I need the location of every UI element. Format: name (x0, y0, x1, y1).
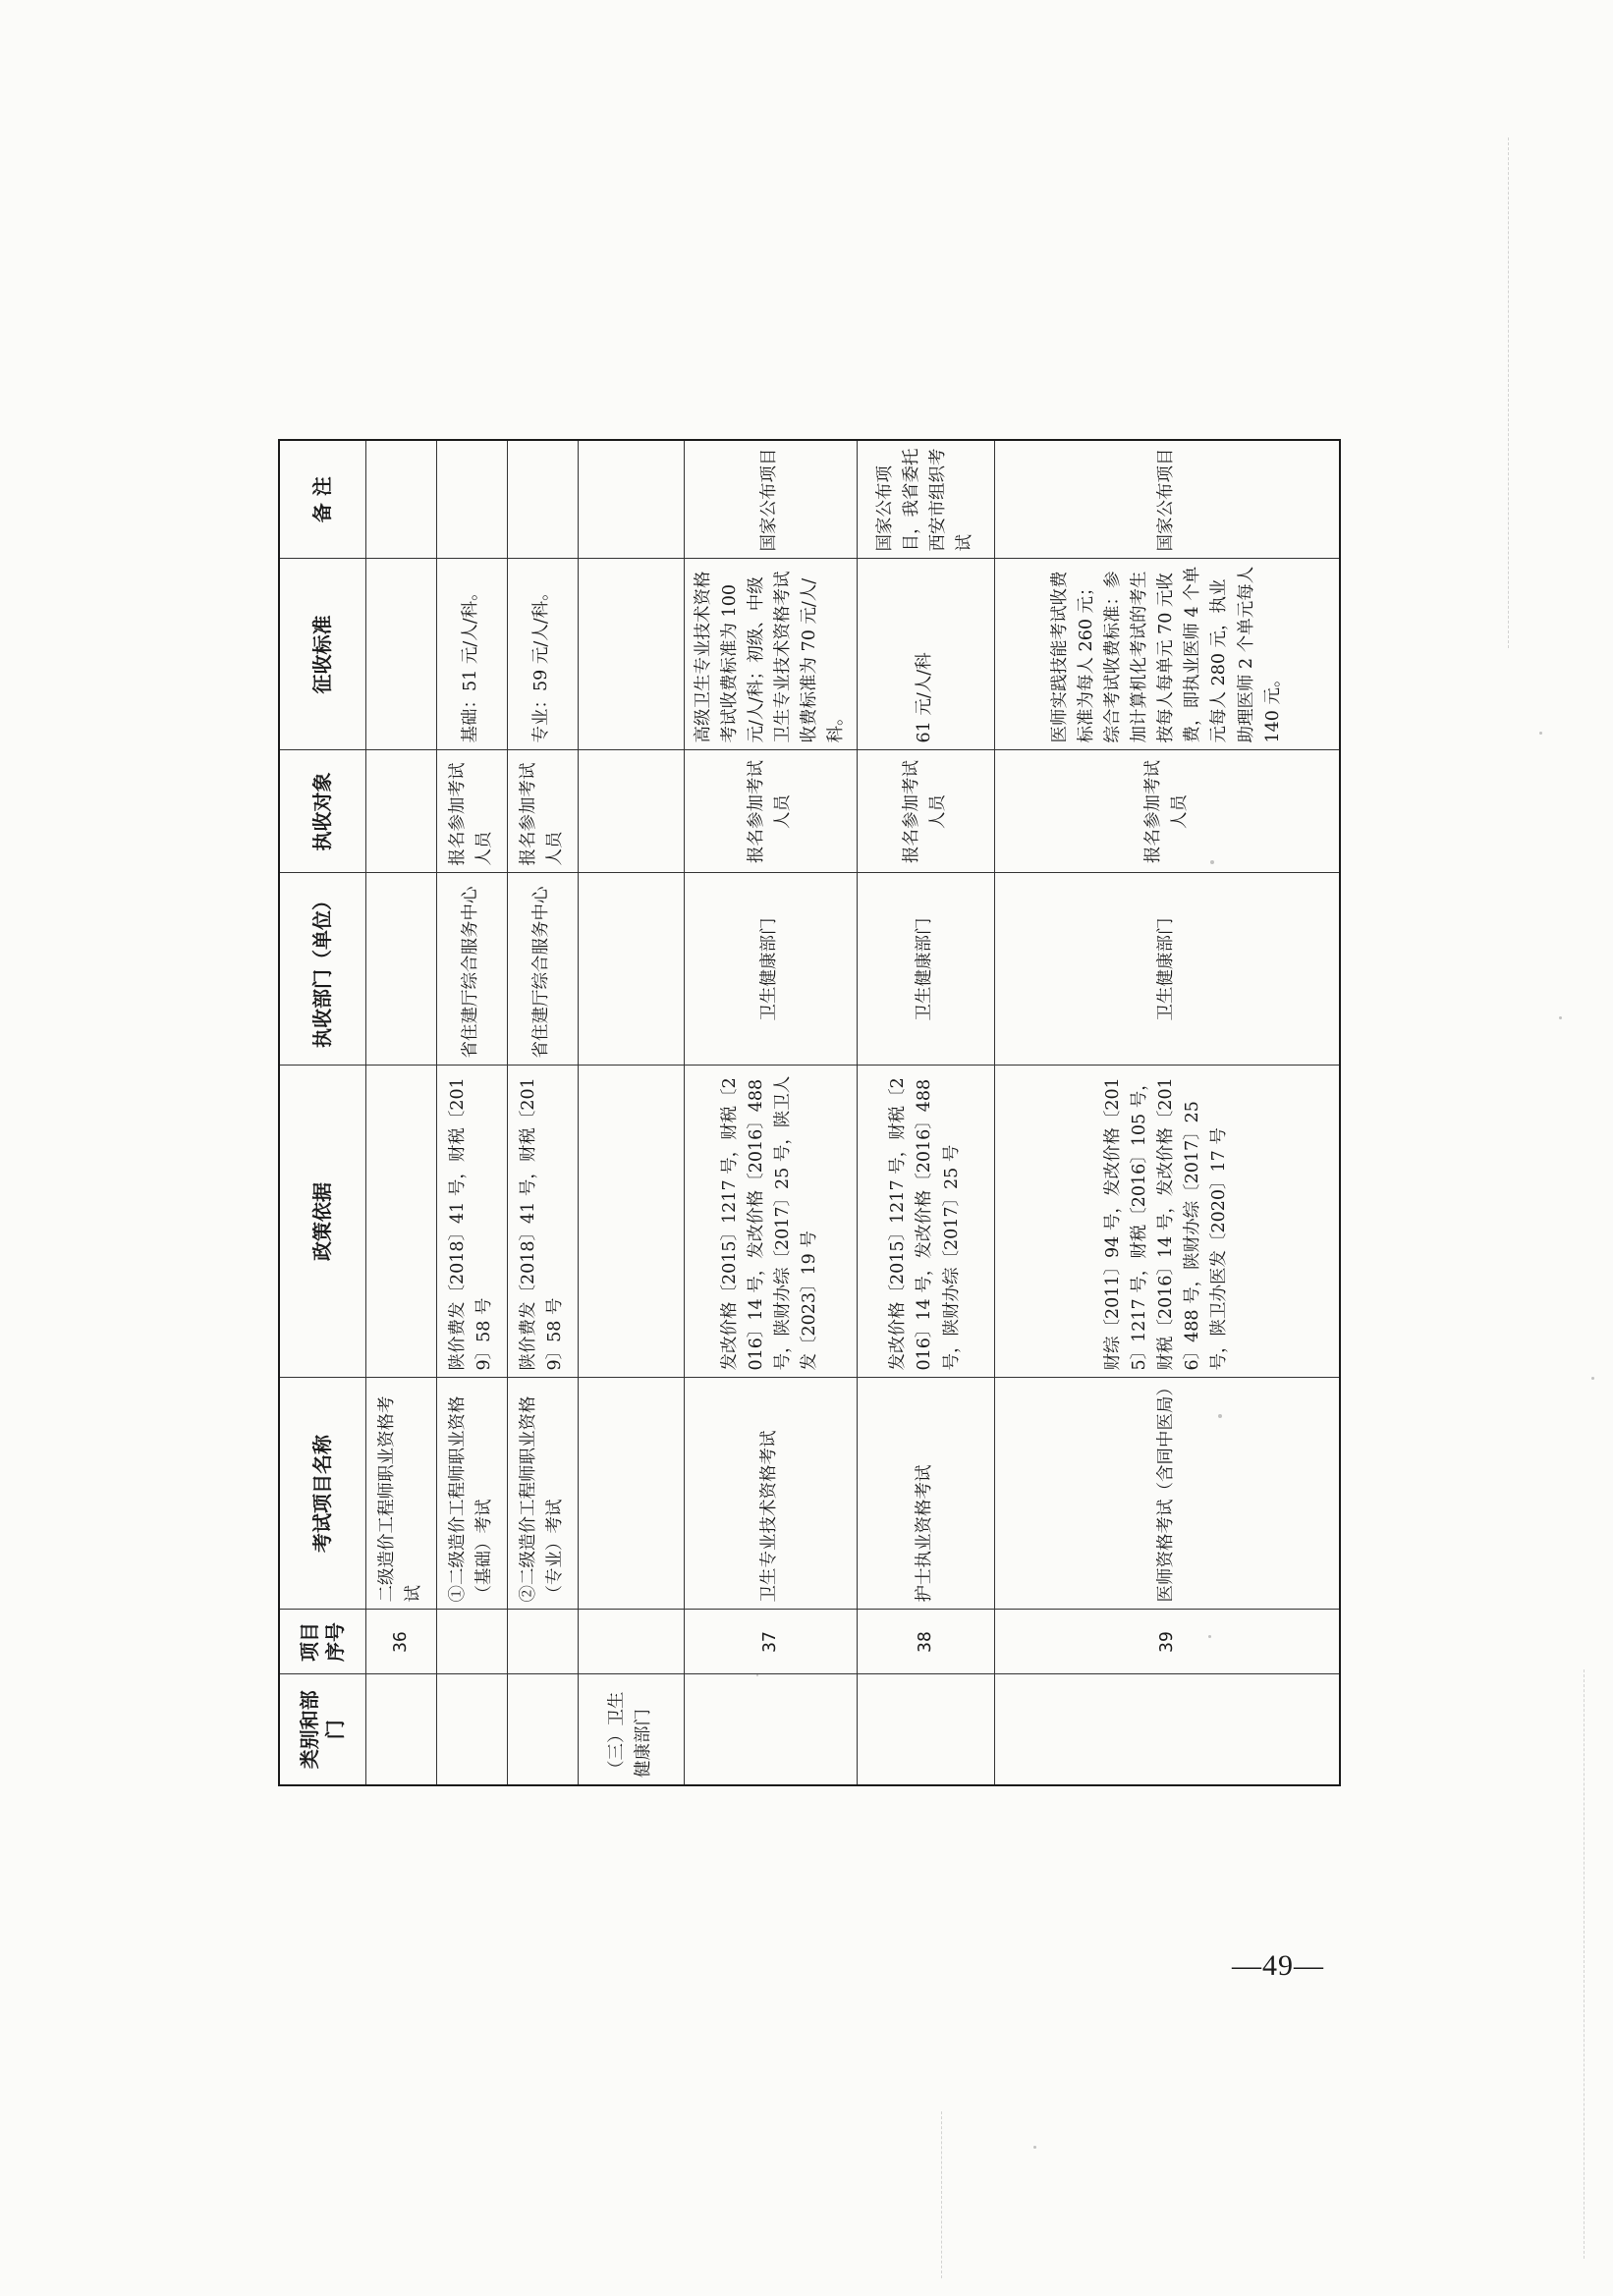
cell-target: 报名参加考试人员 (857, 750, 994, 873)
cell-standard: 专业：59 元/人/科。 (507, 559, 578, 750)
rotated-table-frame (278, 441, 1339, 1786)
cell-remark: 国家公布项目 (684, 440, 857, 559)
cell-target: 报名参加考试人员 (994, 750, 1340, 873)
cell-seq: 37 (684, 1610, 857, 1674)
table-row (857, 440, 994, 1785)
scan-speck (1033, 2146, 1036, 2149)
header-dept: 执收部门（单位） (279, 873, 365, 1066)
table-header-row (279, 440, 365, 1785)
cell-dept (365, 873, 436, 1066)
cell-seq: 36 (365, 1610, 436, 1674)
table-row (994, 440, 1340, 1785)
table-row (365, 440, 436, 1785)
cell-dept (578, 873, 684, 1066)
scan-artifact-line (1508, 137, 1510, 648)
cell-basis (578, 1066, 684, 1378)
cell-basis: 陕价费发〔2018〕41 号，财税〔2019〕58 号 (507, 1066, 578, 1378)
table-row (578, 440, 684, 1785)
cell-target: 报名参加考试人员 (684, 750, 857, 873)
cell-category (994, 1674, 1340, 1785)
table-row (684, 440, 857, 1785)
header-target: 执收对象 (279, 750, 365, 873)
cell-standard: 61 元/人/科 (857, 559, 994, 750)
scan-artifact-line (1584, 1669, 1585, 2259)
cell-seq: 38 (857, 1610, 994, 1674)
cell-category (365, 1674, 436, 1785)
header-name: 考试项目名称 (279, 1378, 365, 1610)
cell-remark: 国家公布项目，我省委托西安市组织考试 (857, 440, 994, 559)
cell-standard: 基础：51 元/人/科。 (436, 559, 507, 750)
cell-category (507, 1674, 578, 1785)
cell-remark (436, 440, 507, 559)
cell-remark (365, 440, 436, 559)
cell-remark (578, 440, 684, 559)
cell-standard (365, 559, 436, 750)
cell-category: （三）卫生健康部门 (578, 1674, 684, 1785)
header-remark: 备 注 (279, 440, 365, 559)
cell-target: 报名参加考试人员 (436, 750, 507, 873)
page-number: —49— (1232, 1949, 1324, 1982)
cell-name: ②二级造价工程师职业资格（专业）考试 (507, 1378, 578, 1610)
scan-speck (1591, 1377, 1594, 1380)
table-row (507, 440, 578, 1785)
cell-standard: 医师实践技能考试收费标准为每人 260 元；综合考试收费标准：参加计算机化考试的考生按每人每单元 70 元收费，即执业医师 4 个单元每人 280 元，执业助理医师 2 个单元每人 140 元。 (994, 559, 1340, 750)
cell-target (365, 750, 436, 873)
cell-dept: 省住建厅综合服务中心 (436, 873, 507, 1066)
cell-basis: 发改价格〔2015〕1217 号，财税〔2016〕14 号，发改价格〔2016〕488 号，陕财办综〔2017〕25 号 (857, 1066, 994, 1378)
table-row (436, 440, 507, 1785)
cell-standard (578, 559, 684, 750)
cell-basis: 财综〔2011〕94 号，发改价格〔2015〕1217 号，财税〔2016〕105 号，财税〔2016〕14 号，发改价格〔2016〕488 号，陕财办综〔2017〕25 号，陕卫办医发〔2020〕17 号 (994, 1066, 1340, 1378)
cell-seq (578, 1610, 684, 1674)
cell-name (578, 1378, 684, 1610)
header-category: 类别和部门 (279, 1674, 365, 1785)
cell-seq (436, 1610, 507, 1674)
cell-target: 报名参加考试人员 (507, 750, 578, 873)
header-seq: 项目序号 (279, 1610, 365, 1674)
cell-basis: 发改价格〔2015〕1217 号，财税〔2016〕14 号，发改价格〔2016〕488 号，陕财办综〔2017〕25 号，陕卫人发〔2023〕19 号 (684, 1066, 857, 1378)
scan-speck (1559, 1016, 1562, 1019)
cell-name: ①二级造价工程师职业资格（基础）考试 (436, 1378, 507, 1610)
cell-category (857, 1674, 994, 1785)
cell-seq: 39 (994, 1610, 1340, 1674)
cell-remark: 国家公布项目 (994, 440, 1340, 559)
cell-remark (507, 440, 578, 559)
cell-dept: 卫生健康部门 (857, 873, 994, 1066)
cell-dept: 卫生健康部门 (684, 873, 857, 1066)
exam-fee-table (278, 439, 1341, 1786)
scan-artifact-line (941, 2111, 943, 2278)
header-standard: 征收标准 (279, 559, 365, 750)
cell-dept: 省住建厅综合服务中心 (507, 873, 578, 1066)
cell-category (436, 1674, 507, 1785)
cell-target (578, 750, 684, 873)
cell-standard: 高级卫生专业技术资格考试收费标准为 100 元/人/科；初级、中级卫生专业技术资格考试收费标准为 70 元/人/科。 (684, 559, 857, 750)
cell-dept: 卫生健康部门 (994, 873, 1340, 1066)
header-basis: 政策依据 (279, 1066, 365, 1378)
cell-category (684, 1674, 857, 1785)
cell-name: 医师资格考试（含同中医局） (994, 1378, 1340, 1610)
cell-name: 卫生专业技术资格考试 (684, 1378, 857, 1610)
cell-basis (365, 1066, 436, 1378)
scan-speck (1539, 732, 1542, 735)
cell-basis: 陕价费发〔2018〕41 号，财税〔2019〕58 号 (436, 1066, 507, 1378)
cell-seq (507, 1610, 578, 1674)
cell-name: 护士执业资格考试 (857, 1378, 994, 1610)
cell-name: 二级造价工程师职业资格考试 (365, 1378, 436, 1610)
